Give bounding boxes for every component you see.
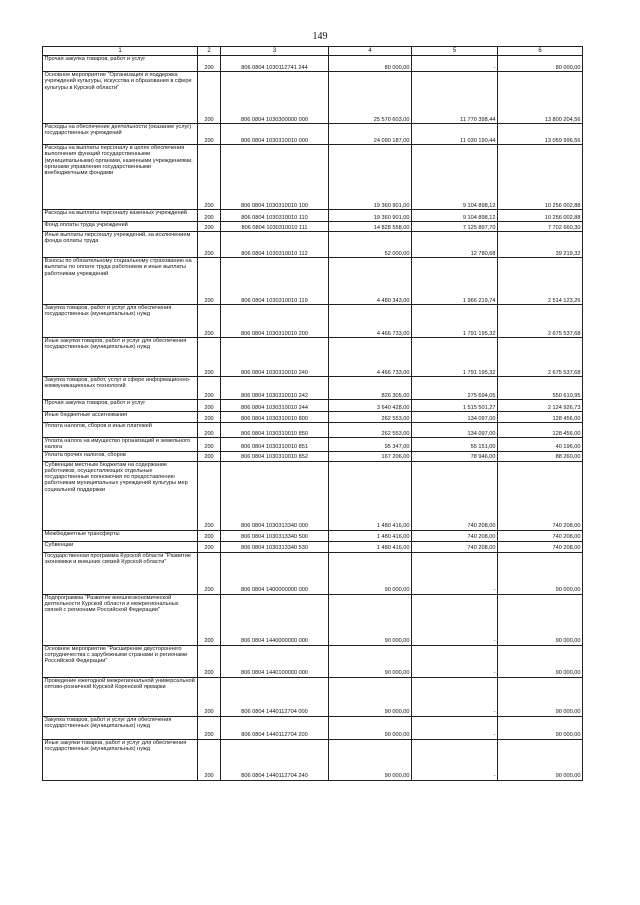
row-planned-cell: 90 000,00: [329, 594, 412, 645]
row-executed-cell: 740 208,00: [412, 461, 498, 530]
row-budget-code-cell: 806 0804 1030310010 112: [221, 232, 329, 258]
row-remaining-cell: 7 702 660,30: [498, 222, 583, 232]
row-budget-code-cell: 806 0804 1030313340 000: [221, 461, 329, 530]
row-name-cell: Субвенции местным бюджетам на содержание работников, осуществляющих отдельные государственные полномочия по предоставлению работникам муниципальных учреждений культуры мер социальной поддержки: [43, 461, 198, 530]
row-name-cell: Субвенции: [43, 541, 198, 552]
row-line-code-cell: 200: [198, 739, 221, 780]
row-name-cell: Расходы на выплаты персоналу в целях обеспечения выполнения функций государственными (муниципальными) органами, казенными учреждениями, органами управления государственными внебюджетными фондами: [43, 145, 198, 210]
row-executed-cell: 740 208,00: [412, 541, 498, 552]
column-header: 1: [43, 47, 198, 56]
row-executed-cell: 11 770 398,44: [412, 72, 498, 124]
row-remaining-cell: 90 000,00: [498, 677, 583, 716]
row-budget-code-cell: 806 0804 1030112741 244: [221, 56, 329, 72]
row-budget-code-cell: 806 0804 1030310010 242: [221, 377, 329, 400]
row-executed-cell: 1 515 501,27: [412, 400, 498, 412]
row-name-cell: Фонд оплаты труда учреждений: [43, 222, 198, 232]
table-row: [43, 210, 583, 222]
row-budget-code-cell: 806 0804 1400000000 000: [221, 552, 329, 594]
row-name-cell: Закупка товаров, работ и услуг для обеспечения государственных (муниципальных) нужд: [43, 305, 198, 338]
row-remaining-cell: 90 000,00: [498, 594, 583, 645]
row-planned-cell: 90 000,00: [329, 645, 412, 677]
row-budget-code-cell: 806 0804 1030310010 851: [221, 438, 329, 452]
table-row: [43, 530, 583, 541]
row-line-code-cell: 200: [198, 541, 221, 552]
budget-execution-table: [42, 46, 583, 781]
row-budget-code-cell: 806 0804 1030310010 800: [221, 412, 329, 423]
row-line-code-cell: 200: [198, 552, 221, 594]
row-budget-code-cell: 806 0804 1440100000 000: [221, 645, 329, 677]
row-planned-cell: 14 828 558,00: [329, 222, 412, 232]
row-budget-code-cell: 806 0804 1030310010 111: [221, 222, 329, 232]
table-row: [43, 541, 583, 552]
row-remaining-cell: 90 000,00: [498, 552, 583, 594]
table-row: [43, 338, 583, 377]
row-budget-code-cell: 806 0804 1440112704 000: [221, 677, 329, 716]
row-line-code-cell: 200: [198, 423, 221, 438]
row-planned-cell: 90 000,00: [329, 552, 412, 594]
row-line-code-cell: 200: [198, 232, 221, 258]
row-line-code-cell: 200: [198, 124, 221, 145]
row-executed-cell: 1 966 219,74: [412, 258, 498, 305]
table-row: [43, 645, 583, 677]
row-budget-code-cell: 806 0804 1030310010 244: [221, 400, 329, 412]
row-line-code-cell: 200: [198, 677, 221, 716]
row-planned-cell: 1 480 416,00: [329, 461, 412, 530]
row-name-cell: Прочая закупка товаров, работ и услуг: [43, 56, 198, 72]
row-budget-code-cell: 806 0804 1030310010 200: [221, 305, 329, 338]
table-row: [43, 56, 583, 72]
row-remaining-cell: 128 456,00: [498, 412, 583, 423]
row-remaining-cell: 90 000,00: [498, 645, 583, 677]
column-header: 6: [498, 47, 583, 56]
row-name-cell: Основное мероприятие "Расширение двустороннего сотрудничества с зарубежными странами и регионами Российской Федерации": [43, 645, 198, 677]
table-row: [43, 305, 583, 338]
table-row: [43, 222, 583, 232]
row-remaining-cell: 13 800 204,56: [498, 72, 583, 124]
row-line-code-cell: 200: [198, 716, 221, 739]
row-line-code-cell: 200: [198, 56, 221, 72]
table-row: [43, 716, 583, 739]
table-row: [43, 552, 583, 594]
row-executed-cell: -: [412, 716, 498, 739]
row-remaining-cell: 90 000,00: [498, 716, 583, 739]
row-budget-code-cell: 806 0804 1030310010 119: [221, 258, 329, 305]
column-header: 3: [221, 47, 329, 56]
column-header: 4: [329, 47, 412, 56]
row-remaining-cell: 2 675 537,68: [498, 338, 583, 377]
row-executed-cell: 740 208,00: [412, 530, 498, 541]
row-planned-cell: 90 000,00: [329, 677, 412, 716]
table-row: [43, 677, 583, 716]
table-row: [43, 739, 583, 780]
row-planned-cell: 80 000,00: [329, 56, 412, 72]
row-remaining-cell: 10 256 002,88: [498, 210, 583, 222]
row-executed-cell: -: [412, 56, 498, 72]
row-line-code-cell: 200: [198, 145, 221, 210]
row-budget-code-cell: 806 0804 1030310010 850: [221, 423, 329, 438]
row-line-code-cell: 200: [198, 412, 221, 423]
row-name-cell: Основное мероприятие "Организация и поддержка учреждений культуры, искусства и образования в сфере культуры в Курской области": [43, 72, 198, 124]
column-header: 5: [412, 47, 498, 56]
row-executed-cell: 55 151,00: [412, 438, 498, 452]
row-line-code-cell: 200: [198, 530, 221, 541]
row-planned-cell: 25 570 603,00: [329, 72, 412, 124]
row-name-cell: Расходы на выплаты персоналу казенных учреждений: [43, 210, 198, 222]
row-executed-cell: 9 104 898,12: [412, 145, 498, 210]
table-row: [43, 594, 583, 645]
table-row: [43, 400, 583, 412]
row-name-cell: Проведение ежегодной межрегиональной универсальной оптово-розничной Курской Коренской ярмарки: [43, 677, 198, 716]
row-planned-cell: 4 466 733,00: [329, 338, 412, 377]
row-executed-cell: -: [412, 645, 498, 677]
row-budget-code-cell: 806 0804 1030313340 530: [221, 541, 329, 552]
row-planned-cell: 1 480 416,00: [329, 541, 412, 552]
row-name-cell: Уплата прочих налогов, сборов: [43, 451, 198, 461]
row-budget-code-cell: 806 0804 1030300000 000: [221, 72, 329, 124]
row-planned-cell: 826 305,00: [329, 377, 412, 400]
row-remaining-cell: 88 260,00: [498, 451, 583, 461]
row-planned-cell: 52 000,00: [329, 232, 412, 258]
row-executed-cell: 1 791 195,32: [412, 338, 498, 377]
row-planned-cell: 4 466 733,00: [329, 305, 412, 338]
row-name-cell: Межбюджетные трансферты: [43, 530, 198, 541]
row-budget-code-cell: 806 0804 1030310010 100: [221, 145, 329, 210]
row-planned-cell: 90 000,00: [329, 716, 412, 739]
row-name-cell: Иные закупки товаров, работ и услуг для обеспечения государственных (муниципальных) нужд: [43, 739, 198, 780]
row-planned-cell: 1 480 416,00: [329, 530, 412, 541]
column-header: 2: [198, 47, 221, 56]
row-remaining-cell: 13 059 996,56: [498, 124, 583, 145]
row-remaining-cell: 39 219,32: [498, 232, 583, 258]
row-name-cell: Уплата налогов, сборов и иных платежей: [43, 423, 198, 438]
row-name-cell: Взносы по обязательному социальному страхованию на выплаты по оплате труда работников и иные выплаты работникам учреждений: [43, 258, 198, 305]
row-name-cell: Прочая закупка товаров, работ и услуг: [43, 400, 198, 412]
table-row: [43, 423, 583, 438]
table-row: [43, 461, 583, 530]
row-line-code-cell: 200: [198, 210, 221, 222]
row-planned-cell: 4 480 343,00: [329, 258, 412, 305]
row-name-cell: Государственная программа Курской области "Развитие экономики и внешних связей Курской области": [43, 552, 198, 594]
row-planned-cell: 90 000,00: [329, 739, 412, 780]
table-row: [43, 72, 583, 124]
row-remaining-cell: 2 514 123,26: [498, 258, 583, 305]
row-budget-code-cell: 806 0804 1440000000 000: [221, 594, 329, 645]
row-executed-cell: 12 780,68: [412, 232, 498, 258]
row-name-cell: Закупка товаров, работ, услуг в сфере информационно-коммуникационных технологий: [43, 377, 198, 400]
row-budget-code-cell: 806 0804 1440112704 240: [221, 739, 329, 780]
row-line-code-cell: 200: [198, 72, 221, 124]
row-budget-code-cell: 806 0804 1440112704 200: [221, 716, 329, 739]
row-remaining-cell: 2 675 537,68: [498, 305, 583, 338]
row-executed-cell: 7 125 897,70: [412, 222, 498, 232]
row-remaining-cell: 128 456,00: [498, 423, 583, 438]
row-remaining-cell: 740 208,00: [498, 530, 583, 541]
table-row: [43, 451, 583, 461]
row-budget-code-cell: 806 0804 1030310010 240: [221, 338, 329, 377]
row-planned-cell: 167 206,00: [329, 451, 412, 461]
row-line-code-cell: 200: [198, 377, 221, 400]
row-line-code-cell: 200: [198, 438, 221, 452]
row-executed-cell: 78 946,00: [412, 451, 498, 461]
row-remaining-cell: 40 196,00: [498, 438, 583, 452]
row-remaining-cell: 10 256 002,88: [498, 145, 583, 210]
row-executed-cell: 1 791 195,32: [412, 305, 498, 338]
row-executed-cell: 134 097,00: [412, 423, 498, 438]
row-remaining-cell: 740 208,00: [498, 541, 583, 552]
row-budget-code-cell: 806 0804 1030310010 110: [221, 210, 329, 222]
page-number: 149: [312, 31, 328, 42]
row-remaining-cell: 550 610,95: [498, 377, 583, 400]
table-row: [43, 377, 583, 400]
table-row: [43, 258, 583, 305]
row-name-cell: Подпрограмма "Развитие внешнеэкономической деятельности Курской области и межрегиональных связей с регионами Российской Федерации": [43, 594, 198, 645]
row-name-cell: Расходы на обеспечение деятельности (оказание услуг) государственных учреждений: [43, 124, 198, 145]
row-line-code-cell: 200: [198, 461, 221, 530]
row-line-code-cell: 200: [198, 645, 221, 677]
row-remaining-cell: 80 000,00: [498, 56, 583, 72]
row-budget-code-cell: 806 0804 1030313340 500: [221, 530, 329, 541]
row-budget-code-cell: 806 0804 1030310010 000: [221, 124, 329, 145]
table-row: [43, 145, 583, 210]
table-row: [43, 124, 583, 145]
row-executed-cell: 9 104 898,12: [412, 210, 498, 222]
row-budget-code-cell: 806 0804 1030310010 852: [221, 451, 329, 461]
row-executed-cell: -: [412, 552, 498, 594]
table-header-row: [43, 47, 583, 56]
row-name-cell: Закупка товаров, работ и услуг для обеспечения государственных (муниципальных) нужд: [43, 716, 198, 739]
row-planned-cell: 24 090 187,00: [329, 124, 412, 145]
row-executed-cell: 275 694,05: [412, 377, 498, 400]
row-name-cell: Иные бюджетные ассигнования: [43, 412, 198, 423]
row-line-code-cell: 200: [198, 338, 221, 377]
row-planned-cell: 19 360 901,00: [329, 210, 412, 222]
row-remaining-cell: 90 000,00: [498, 739, 583, 780]
row-line-code-cell: 200: [198, 222, 221, 232]
row-line-code-cell: 200: [198, 258, 221, 305]
row-line-code-cell: 200: [198, 451, 221, 461]
row-planned-cell: 262 553,00: [329, 423, 412, 438]
row-planned-cell: 19 360 901,00: [329, 145, 412, 210]
row-line-code-cell: 200: [198, 400, 221, 412]
row-planned-cell: 3 640 428,00: [329, 400, 412, 412]
row-executed-cell: -: [412, 677, 498, 716]
row-name-cell: Иные выплаты персоналу учреждений, за исключением фонда оплаты труда: [43, 232, 198, 258]
row-executed-cell: -: [412, 594, 498, 645]
table-row: [43, 412, 583, 423]
row-executed-cell: -: [412, 739, 498, 780]
row-executed-cell: 11 030 190,44: [412, 124, 498, 145]
row-line-code-cell: 200: [198, 594, 221, 645]
row-name-cell: Иные закупки товаров, работ и услуг для обеспечения государственных (муниципальных) нужд: [43, 338, 198, 377]
row-name-cell: Уплата налога на имущество организаций и земельного налога: [43, 438, 198, 452]
table-row: [43, 232, 583, 258]
row-planned-cell: 95 347,00: [329, 438, 412, 452]
table-row: [43, 438, 583, 452]
row-remaining-cell: 740 208,00: [498, 461, 583, 530]
row-executed-cell: 134 097,00: [412, 412, 498, 423]
row-line-code-cell: 200: [198, 305, 221, 338]
row-planned-cell: 262 553,00: [329, 412, 412, 423]
row-remaining-cell: 2 124 926,73: [498, 400, 583, 412]
